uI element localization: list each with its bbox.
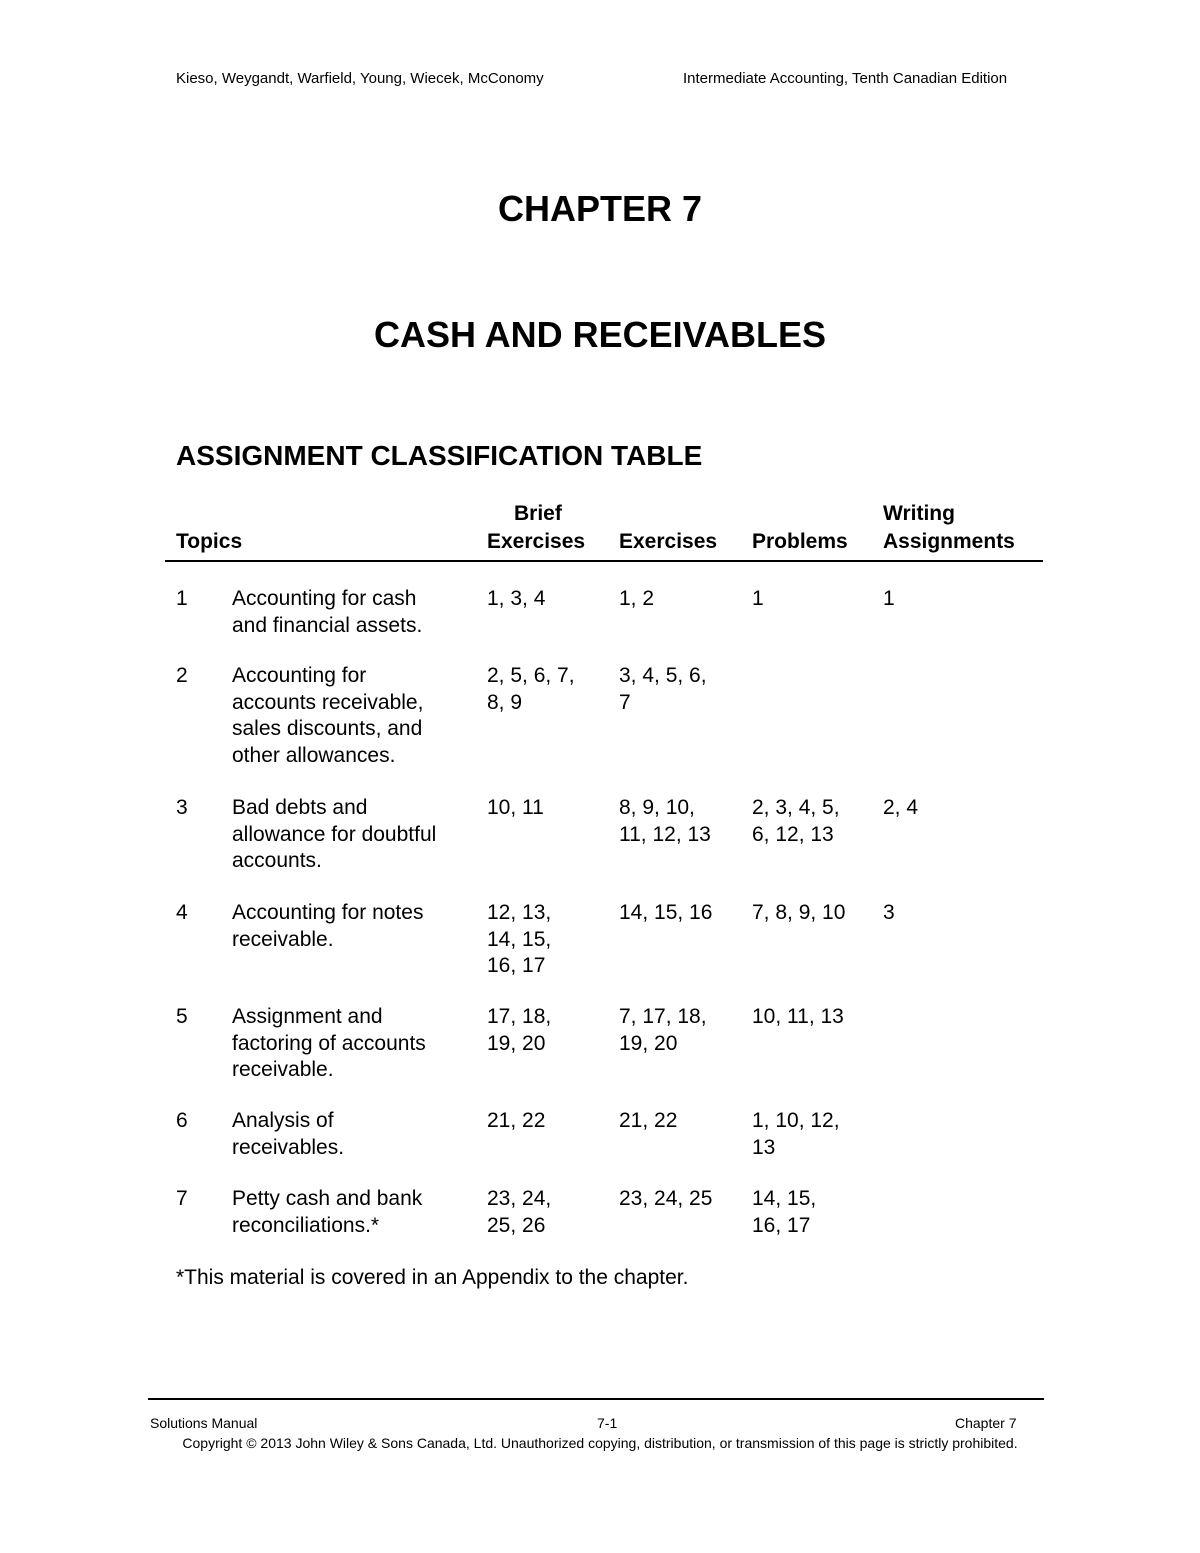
row-number: 3: [176, 796, 188, 819]
row-number: 4: [176, 901, 188, 924]
row-brief-exercises: 17, 18, 19, 20: [487, 1005, 552, 1055]
col-header-brief-line1: Brief: [514, 502, 562, 525]
footnote: *This material is covered in an Appendix to the chapter.: [176, 1266, 689, 1289]
row-writing: 3: [883, 901, 895, 924]
row-topic: Analysis of receivables.: [232, 1109, 345, 1159]
row-number: 7: [176, 1187, 188, 1210]
chapter-title: CASH AND RECEIVABLES: [373, 314, 827, 355]
running-header-book: Intermediate Accounting, Tenth Canadian Edition: [683, 70, 1008, 87]
row-problems: 7, 8, 9, 10: [752, 901, 846, 924]
footer-rule: [148, 1398, 1044, 1400]
row-topic: Accounting for accounts receivable, sales discounts, and other allowances.: [232, 664, 424, 767]
row-number: 5: [176, 1005, 188, 1028]
row-number: 2: [176, 664, 188, 687]
row-problems: 10, 11, 13: [752, 1005, 844, 1028]
row-problems: 14, 15, 16, 17: [752, 1187, 817, 1237]
footer-right: Chapter 7: [955, 1415, 1017, 1431]
row-brief-exercises: 1, 3, 4: [487, 587, 546, 610]
col-header-problems: Problems: [752, 530, 848, 553]
row-number: 1: [176, 587, 188, 610]
footer-page-number: 7-1: [597, 1415, 618, 1431]
row-brief-exercises: 2, 5, 6, 7, 8, 9: [487, 664, 575, 714]
row-brief-exercises: 21, 22: [487, 1109, 546, 1132]
row-topic: Petty cash and bank reconciliations.*: [232, 1187, 423, 1237]
row-brief-exercises: 12, 13, 14, 15, 16, 17: [487, 901, 552, 977]
header-rule: [165, 560, 1043, 562]
col-header-brief-line2: Exercises: [487, 530, 586, 553]
row-writing: 1: [883, 587, 895, 610]
row-topic: Bad debts and allowance for doubtful accounts.: [232, 796, 437, 872]
table-title: ASSIGNMENT CLASSIFICATION TABLE: [176, 440, 703, 471]
row-brief-exercises: 10, 11: [487, 796, 544, 819]
chapter-number: CHAPTER 7: [497, 188, 703, 229]
col-header-topics: Topics: [176, 530, 243, 553]
row-exercises: 23, 24, 25: [619, 1187, 713, 1210]
row-topic: Assignment and factoring of accounts receivable.: [232, 1005, 426, 1081]
row-number: 6: [176, 1109, 188, 1132]
footer-left: Solutions Manual: [150, 1415, 258, 1431]
col-header-writing-line1: Writing: [883, 502, 955, 525]
col-header-writing-line2: Assignments: [883, 530, 1015, 553]
row-exercises: 8, 9, 10, 11, 12, 13: [619, 796, 711, 846]
row-exercises: 14, 15, 16: [619, 901, 713, 924]
row-topic: Accounting for cash and financial assets.: [232, 587, 423, 637]
row-problems: 1: [752, 587, 764, 610]
row-exercises: 21, 22: [619, 1109, 678, 1132]
footer-copyright: Copyright © 2013 John Wiley & Sons Canada, Ltd. Unauthorized copying, distribution, or transmission of this page is strictly prohibited.: [182, 1435, 1018, 1451]
row-problems: 1, 10, 12, 13: [752, 1109, 840, 1159]
row-exercises: 3, 4, 5, 6, 7: [619, 664, 707, 714]
row-exercises: 7, 17, 18, 19, 20: [619, 1005, 707, 1055]
row-topic: Accounting for notes receivable.: [232, 901, 424, 951]
row-writing: 2, 4: [883, 796, 919, 819]
row-problems: 2, 3, 4, 5, 6, 12, 13: [752, 796, 840, 846]
col-header-exercises: Exercises: [619, 530, 718, 553]
running-header-authors: Kieso, Weygandt, Warfield, Young, Wiecek, McConomy: [176, 70, 544, 87]
row-brief-exercises: 23, 24, 25, 26: [487, 1187, 552, 1237]
row-exercises: 1, 2: [619, 587, 655, 610]
